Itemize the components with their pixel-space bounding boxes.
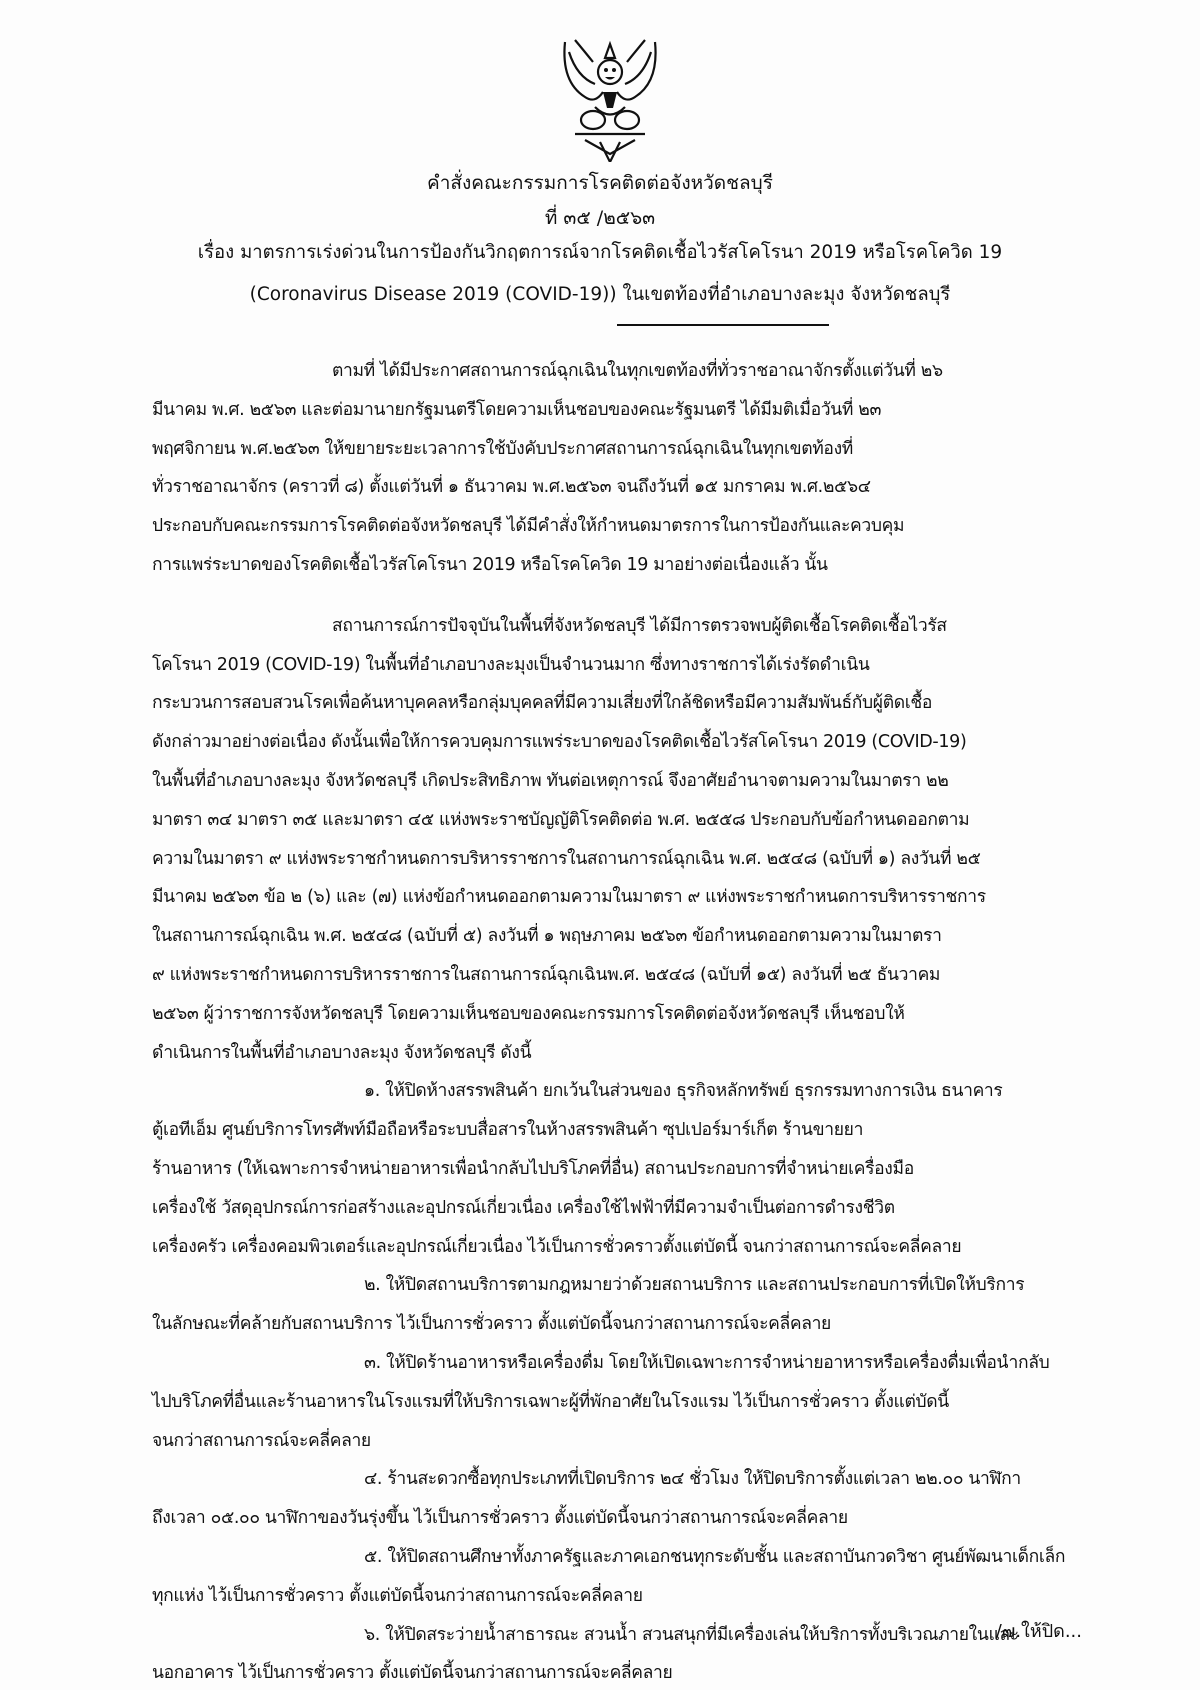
text-line: ตู้เอทีเอ็ม ศูนย์บริการโทรศัพท์มือถือหรือระบบสื่อสารในห้างสรรพสินค้า ซุปเปอร์มาร์เก็ต ร้านขายยา [152, 1111, 1087, 1150]
text-line: โคโรนา 2019 (COVID-19) ในพื้นที่อำเภอบางละมุงเป็นจำนวนมาก ซึ่งทางราชการได้เร่งรัดดำเนิน [152, 646, 1087, 685]
garuda-emblem-icon [555, 22, 665, 162]
text-line: ถึงเวลา ๐๕.๐๐ นาฬิกาของวันรุ่งขึ้น ไว้เป็นการชั่วคราว ตั้งแต่บัดนี้จนกว่าสถานการณ์จะคลี่คลาย [152, 1499, 1087, 1538]
document-title: คำสั่งคณะกรรมการโรคติดต่อจังหวัดชลบุรี [0, 168, 1200, 198]
header-divider [617, 324, 829, 326]
text-line: ในสถานการณ์ฉุกเฉิน พ.ศ. ๒๕๔๘ (ฉบับที่ ๕) ลงวันที่ ๑ พฤษภาคม ๒๕๖๓ ข้อกำหนดออกตามความในมาตรา [152, 917, 1087, 956]
paragraph-preamble [152, 352, 1087, 585]
text-line: มีนาคม ๒๕๖๓ ข้อ ๒ (๖) และ (๗) แห่งข้อกำหนดออกตามความในมาตรา ๙ แห่งพระราชกำหนดการบริหารราชการ [152, 878, 1087, 917]
text-line: ความในมาตรา ๙ แห่งพระราชกำหนดการบริหารราชการในสถานการณ์ฉุกเฉิน พ.ศ. ๒๕๔๘ (ฉบับที่ ๑) ลงวันที่ ๒๕ [152, 840, 1087, 879]
text-line: ๒. ให้ปิดสถานบริการตามกฎหมายว่าด้วยสถานบริการ และสถานประกอบการที่เปิดให้บริการ [152, 1266, 1087, 1305]
measure-item-2 [152, 1266, 1087, 1344]
measure-item-1 [152, 1072, 1087, 1266]
text-line: ๔. ร้านสะดวกซื้อทุกประเภทที่เปิดบริการ ๒๔ ชั่วโมง ให้ปิดบริการตั้งแต่เวลา ๒๒.๐๐ นาฬิกา [152, 1460, 1087, 1499]
text-line: ๙ แห่งพระราชกำหนดการบริหารราชการในสถานการณ์ฉุกเฉินพ.ศ. ๒๕๔๘ (ฉบับที่ ๑๕) ลงวันที่ ๒๕ ธันวาคม [152, 956, 1087, 995]
document-body [152, 352, 1087, 1693]
text-line: มาตรา ๓๔ มาตรา ๓๕ และมาตรา ๔๕ แห่งพระราชบัญญัติโรคติดต่อ พ.ศ. ๒๕๕๘ ประกอบกับข้อกำหนดออกตาม [152, 801, 1087, 840]
text-line: การแพร่ระบาดของโรคติดเชื้อไวรัสโคโรนา 2019 หรือโรคโควิด 19 มาอย่างต่อเนื่องแล้ว นั้น [152, 546, 1087, 585]
text-line: ประกอบกับคณะกรรมการโรคติดต่อจังหวัดชลบุรี ได้มีคำสั่งให้กำหนดมาตรการในการป้องกันและควบคุม [152, 507, 1087, 546]
text-line: พฤศจิกายน พ.ศ.๒๕๖๓ ให้ขยายระยะเวลาการใช้บังคับประกาศสถานการณ์ฉุกเฉินในทุกเขตท้องที่ [152, 430, 1087, 469]
text-line: เครื่องครัว เครื่องคอมพิวเตอร์และอุปกรณ์เกี่ยวเนื่อง ไว้เป็นการชั่วคราวตั้งแต่บัดนี้ จนกว่าสถานการณ์จะคลี่คลาย [152, 1228, 1087, 1267]
text-line: ร้านอาหาร (ให้เฉพาะการจำหน่ายอาหารเพื่อนำกลับไปบริโภคที่อื่น) สถานประกอบการที่จำหน่ายเครื่องมือ [152, 1150, 1087, 1189]
text-line: ทั่วราชอาณาจักร (คราวที่ ๘) ตั้งแต่วันที่ ๑ ธันวาคม พ.ศ.๒๕๖๓ จนถึงวันที่ ๑๕ มกราคม พ.ศ.๒๕๖๔ [152, 468, 1087, 507]
text-line: ๕. ให้ปิดสถานศึกษาทั้งภาครัฐและภาคเอกชนทุกระดับชั้น และสถาบันกวดวิชา ศูนย์พัฒนาเด็กเล็ก [152, 1538, 1087, 1577]
text-line: ในพื้นที่อำเภอบางละมุง จังหวัดชลบุรี เกิดประสิทธิภาพ ทันต่อเหตุการณ์ จึงอาศัยอำนาจตามความในมาตรา ๒๒ [152, 762, 1087, 801]
paragraph-gap [152, 585, 1087, 607]
text-line: ๓. ให้ปิดร้านอาหารหรือเครื่องดื่ม โดยให้เปิดเฉพาะการจำหน่ายอาหารหรือเครื่องดื่มเพื่อนำกลับ [152, 1344, 1087, 1383]
text-line: จนกว่าสถานการณ์จะคลี่คลาย [152, 1422, 1087, 1461]
measure-item-3 [152, 1344, 1087, 1460]
document-subject-continued: (Coronavirus Disease 2019 (COVID-19)) ในเขตท้องที่อำเภอบางละมุง จังหวัดชลบุรี [0, 280, 1200, 309]
text-line: ตามที่ ได้มีประกาศสถานการณ์ฉุกเฉินในทุกเขตท้องที่ทั่วราชอาณาจักรตั้งแต่วันที่ ๒๖ [152, 352, 1087, 391]
text-line: เครื่องใช้ วัสดุอุปกรณ์การก่อสร้างและอุปกรณ์เกี่ยวเนื่อง เครื่องใช้ไฟฟ้าที่มีความจำเป็นต่อการดำรงชีวิต [152, 1189, 1087, 1228]
document-subject: เรื่อง มาตรการเร่งด่วนในการป้องกันวิกฤตการณ์จากโรคติดเชื้อไวรัสโคโรนา 2019 หรือโรคโควิด 19 [0, 238, 1200, 267]
text-line: กระบวนการสอบสวนโรคเพื่อค้นหาบุคคลหรือกลุ่มบุคคลที่มีความเสี่ยงที่ใกล้ชิดหรือมีความสัมพันธ์กับผู้ติดเชื้อ [152, 684, 1087, 723]
text-line: มีนาคม พ.ศ. ๒๕๖๓ และต่อมานายกรัฐมนตรีโดยความเห็นชอบของคณะรัฐมนตรี ได้มีมติเมื่อวันที่ ๒๓ [152, 391, 1087, 430]
measure-item-4 [152, 1460, 1087, 1538]
text-line: ๒๕๖๓ ผู้ว่าราชการจังหวัดชลบุรี โดยความเห็นชอบของคณะกรรมการโรคติดต่อจังหวัดชลบุรี เห็นชอบให้ [152, 995, 1087, 1034]
text-line: ๖. ให้ปิดสระว่ายน้ำสาธารณะ สวนน้ำ สวนสนุกที่มีเครื่องเล่นให้บริการทั้งบริเวณภายในและ [152, 1616, 1087, 1655]
document-number: ที่ ๓๕ /๒๕๖๓ [0, 203, 1200, 233]
page-continuation: /๗.ให้ปิด... [996, 1616, 1082, 1645]
text-line: ดังกล่าวมาอย่างต่อเนื่อง ดังนั้นเพื่อให้การควบคุมการแพร่ระบาดของโรคติดเชื้อไวรัสโคโรนา 2019 (COVID-19) [152, 723, 1087, 762]
measure-item-6 [152, 1616, 1087, 1693]
measure-item-5 [152, 1538, 1087, 1616]
text-line: ดำเนินการในพื้นที่อำเภอบางละมุง จังหวัดชลบุรี ดังนี้ [152, 1034, 1087, 1073]
text-line: นอกอาคาร ไว้เป็นการชั่วคราว ตั้งแต่บัดนี้จนกว่าสถานการณ์จะคลี่คลาย [152, 1654, 1087, 1693]
text-line: ในลักษณะที่คล้ายกับสถานบริการ ไว้เป็นการชั่วคราว ตั้งแต่บัดนี้จนกว่าสถานการณ์จะคลี่คลาย [152, 1305, 1087, 1344]
text-line: สถานการณ์การปัจจุบันในพื้นที่จังหวัดชลบุรี ได้มีการตรวจพบผู้ติดเชื้อโรคติดเชื้อไวรัส [152, 607, 1087, 646]
paragraph-situation [152, 607, 1087, 1073]
text-line: ทุกแห่ง ไว้เป็นการชั่วคราว ตั้งแต่บัดนี้จนกว่าสถานการณ์จะคลี่คลาย [152, 1577, 1087, 1616]
text-line: ๑. ให้ปิดห้างสรรพสินค้า ยกเว้นในส่วนของ ธุรกิจหลักทรัพย์ ธุรกรรมทางการเงิน ธนาคาร [152, 1072, 1087, 1111]
text-line: ไปบริโภคที่อื่นและร้านอาหารในโรงแรมที่ให้บริการเฉพาะผู้ที่พักอาศัยในโรงแรม ไว้เป็นการชั่วคราว ตั้งแต่บัดนี้ [152, 1383, 1087, 1422]
